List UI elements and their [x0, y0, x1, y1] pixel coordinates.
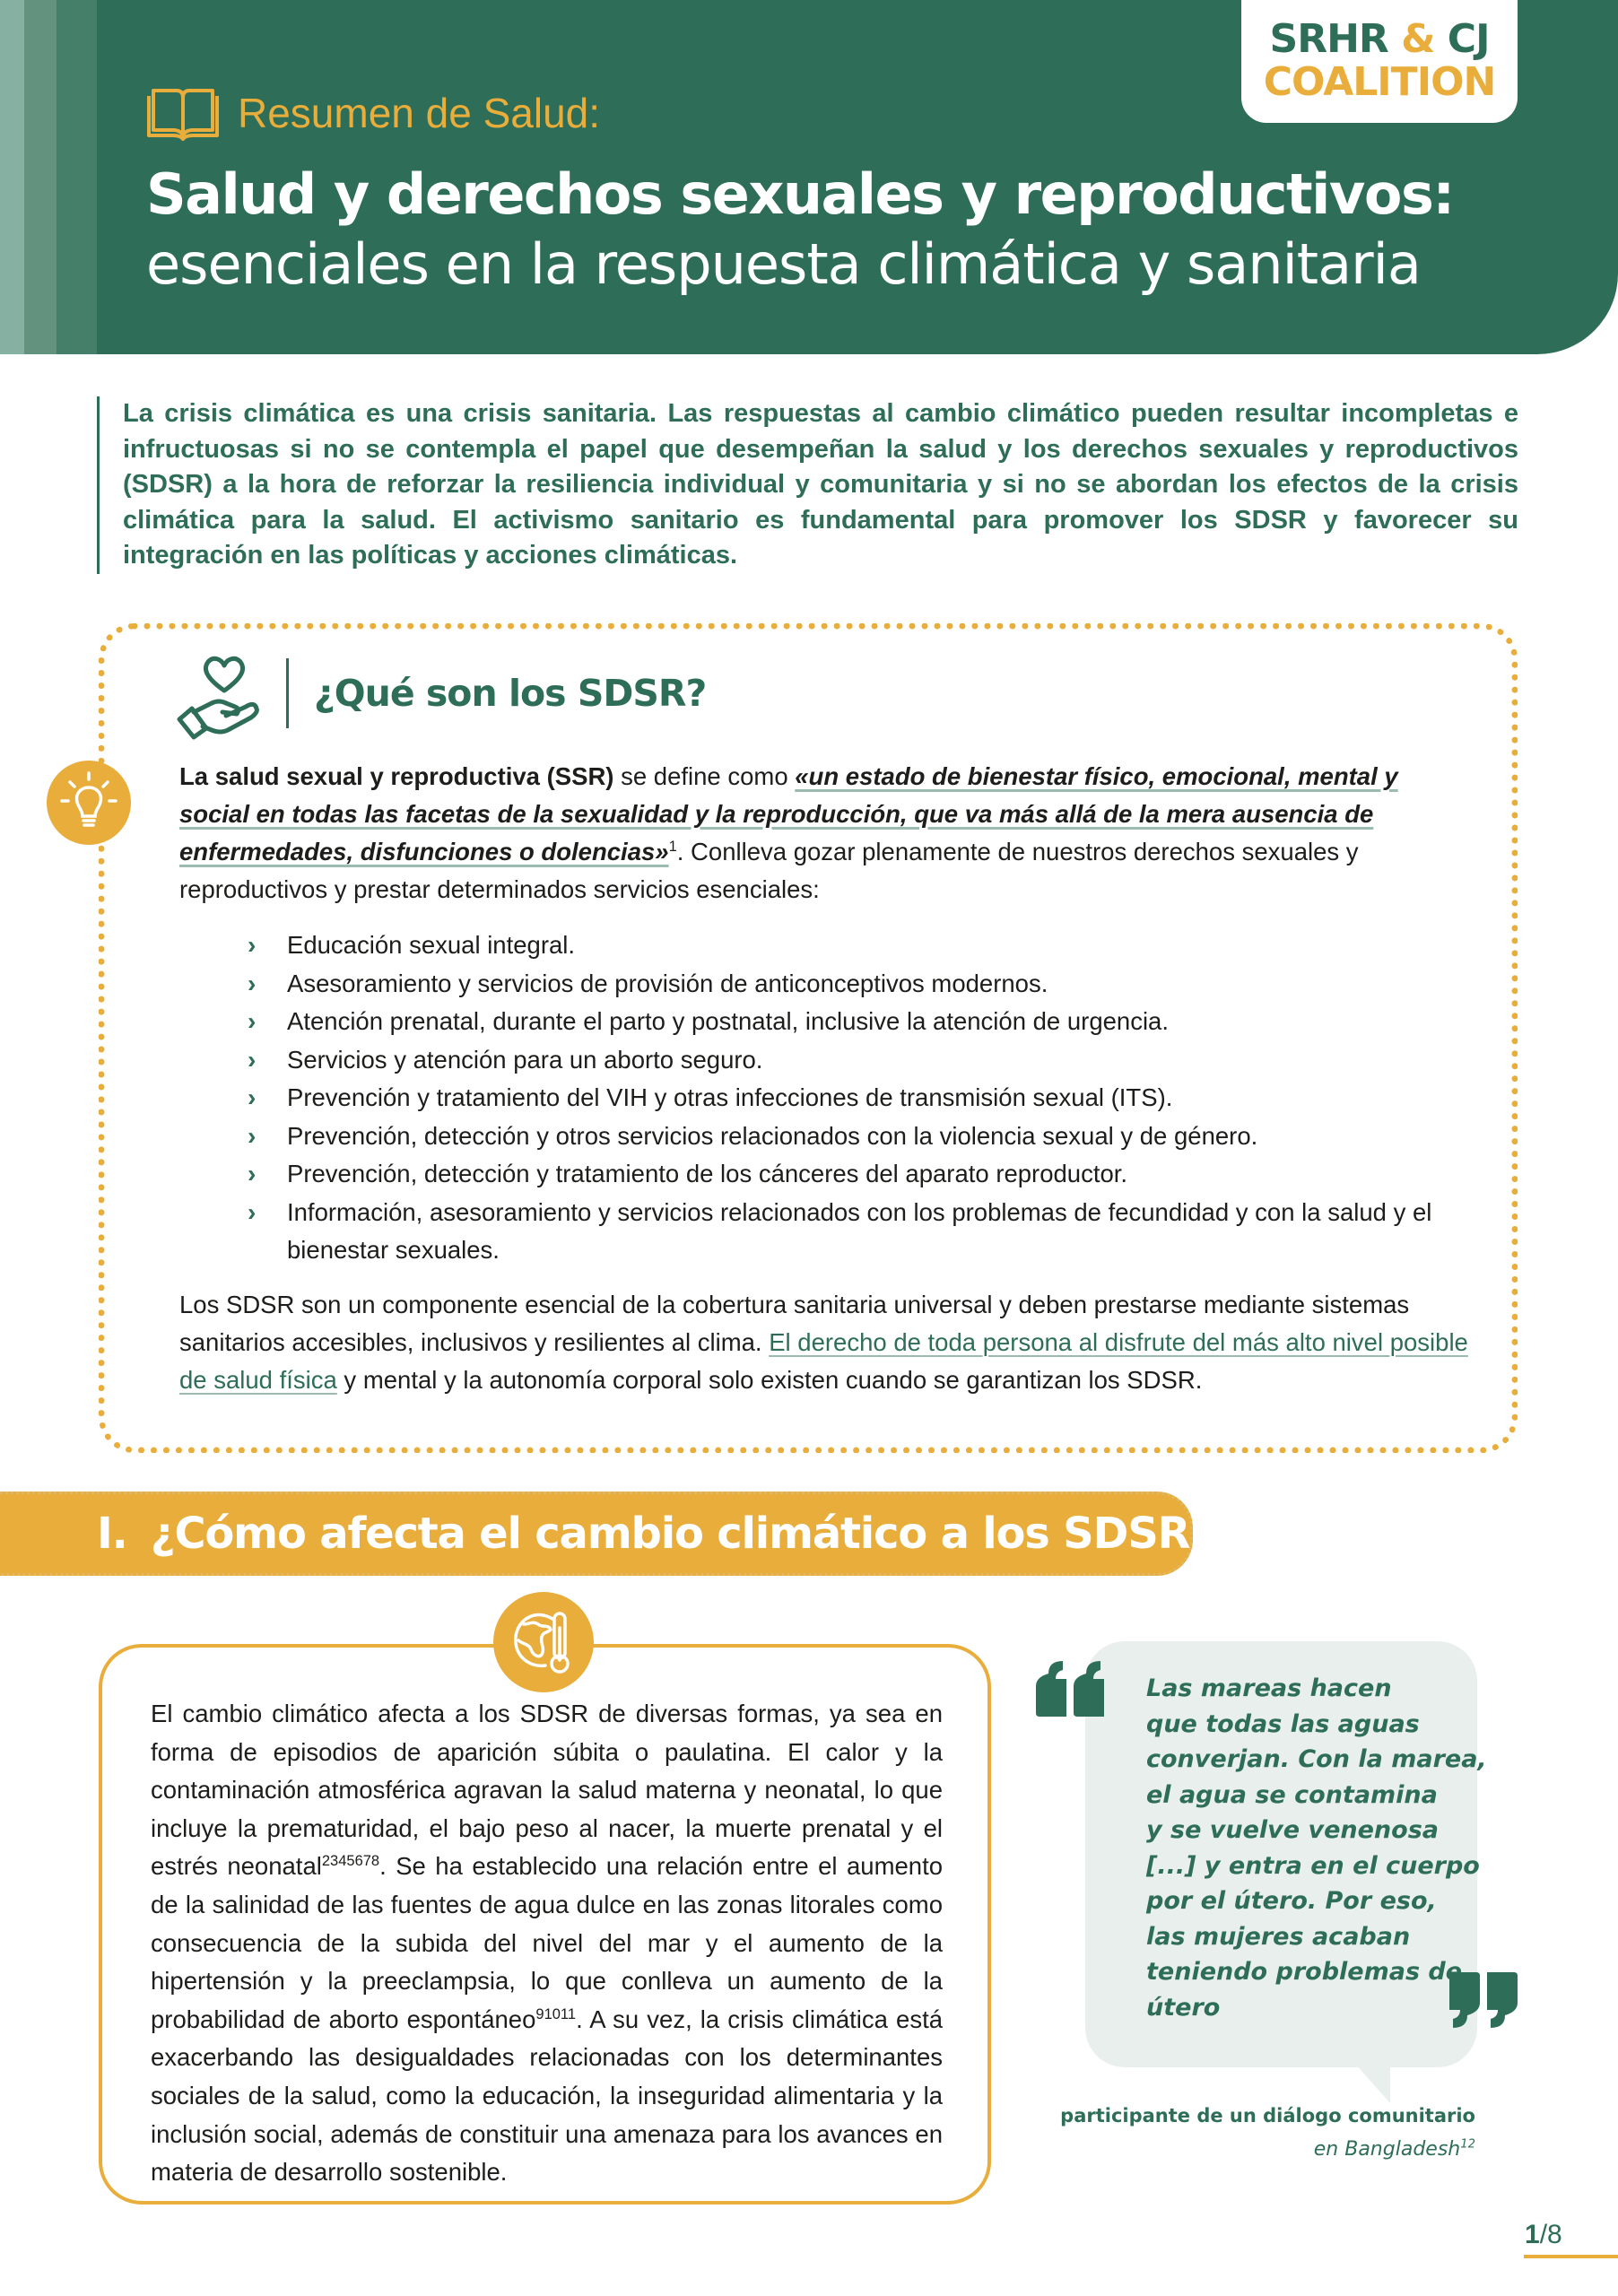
chevron-right-icon: ›	[248, 1160, 257, 1187]
service-list-item	[248, 1194, 1471, 1270]
page-subtitle: esenciales en la respuesta climática y sanitaria	[146, 231, 1421, 297]
definition-quote: «un estado de bienestar físico, emocional, mental y social en todas las facetas de la sexualidad y la reproducción, que va más allá de la mera ausencia de enfermedades, disfunciones o dolencias»	[179, 762, 1398, 865]
climate-impact-paragraph	[151, 1695, 943, 2192]
services-list	[248, 926, 1471, 1270]
service-list-item	[248, 926, 1471, 965]
quote-line: teniendo problemas de	[1146, 1958, 1463, 1986]
header-stripe	[0, 0, 24, 354]
chevron-right-icon: ›	[248, 1197, 257, 1226]
body-text: . Se ha establecido una relación entre el aumento de la salinidad de las fuentes de agua dulce en las zonas litorales como consecuencia de la subida del nivel del mar y el aumento de la hipertensión y la preeclampsia, lo que conlleva un aumento de la probabilidad de aborto espontáneo	[151, 1852, 943, 2033]
heading-divider	[286, 658, 289, 728]
globe-badge	[493, 1592, 594, 1692]
chevron-right-icon: ›	[248, 1083, 257, 1111]
community-quote	[1146, 1671, 1487, 2025]
heart-in-hand-icon	[172, 646, 266, 740]
footnote-ref[interactable]: 1	[668, 838, 677, 855]
definition-text: se define como	[613, 762, 796, 790]
sdsr-closing-paragraph	[179, 1286, 1471, 1399]
definition-text: . Conlleva gozar plenamente de nuestros derechos sexuales y reproductivos y prestar determinados servicios esenciales:	[179, 838, 1359, 903]
service-list-item	[248, 965, 1471, 1004]
header-stripe	[57, 0, 97, 354]
quote-line: y se vuelve venenosa	[1146, 1816, 1439, 1844]
service-text: Prevención y tratamiento del VIH y otras infecciones de transmisión sexual (ITS).	[287, 1083, 1173, 1111]
body-text: . A su vez, la crisis climática está exacerbando las desigualdades relacionadas con los determinantes sociales de la salud, como la educación, la inseguridad alimentaria y la inclusión social, además de constituir una amenaza para los avances en materia de desarrollo sostenible.	[151, 2005, 943, 2187]
service-text: Información, asesoramiento y servicios relacionados con los problemas de fecundidad y con la salud y el bienestar sexuales.	[287, 1197, 1432, 1264]
document-kicker	[146, 85, 600, 141]
footnote-ref[interactable]: 91011	[535, 2005, 577, 2022]
service-text: Servicios y atención para un aborto seguro.	[287, 1045, 763, 1074]
current-page: 1	[1525, 2220, 1540, 2249]
section-banner	[0, 1492, 1214, 1576]
page-number	[1525, 2220, 1562, 2250]
quote-line: el agua se contamina	[1146, 1780, 1438, 1809]
closing-text: Los SDSR son un componente esencial de la cobertura sanitaria universal y deben prestarse mediante sistemas sanitarios accesibles, inclusivos y resilientes al clima.	[179, 1290, 1410, 1356]
lightbulb-icon	[47, 761, 131, 845]
logo-text: SRHR	[1269, 16, 1402, 62]
service-list-item	[248, 1041, 1471, 1080]
logo-text: CJ	[1434, 16, 1490, 62]
coalition-logo	[1241, 0, 1518, 123]
open-quote-icon	[1036, 1661, 1108, 1719]
chevron-right-icon: ›	[248, 1007, 257, 1035]
service-list-item	[248, 1003, 1471, 1041]
right-to-health-link[interactable]: El derecho de toda persona al disfrute del más alto nivel posible de salud física	[179, 1327, 1468, 1394]
sdsr-definition	[179, 758, 1471, 909]
quote-location	[1314, 2138, 1475, 2161]
lightbulb-badge	[47, 761, 131, 845]
chevron-right-icon: ›	[248, 1045, 257, 1074]
globe-thermometer-icon	[493, 1592, 594, 1692]
service-text: Educación sexual integral.	[287, 931, 576, 959]
quote-line: por el útero. Por eso,	[1146, 1887, 1437, 1915]
quote-bubble-tail	[1354, 2063, 1390, 2103]
quote-line: converjan. Con la marea,	[1146, 1745, 1487, 1773]
footnote-ref[interactable]: 12	[1460, 2137, 1475, 2152]
quote-line: Las mareas hacen	[1146, 1674, 1392, 1702]
service-list-item	[248, 1155, 1471, 1194]
service-list-item	[248, 1118, 1471, 1156]
open-book-icon	[146, 85, 220, 141]
section-title-text: ¿Cómo afecta el cambio climático a los SDSR?	[150, 1509, 1214, 1559]
service-list-item	[248, 1079, 1471, 1118]
section-number: I.	[97, 1509, 127, 1559]
kicker-label: Resumen de Salud:	[238, 90, 601, 136]
closing-text: y mental y la autonomía corporal solo existen cuando se garantizan los SDSR.	[336, 1365, 1203, 1394]
service-text: Prevención, detección y tratamiento de los cánceres del aparato reproductor.	[287, 1160, 1128, 1187]
footnote-ref[interactable]: 2345678	[321, 1853, 380, 1870]
chevron-right-icon: ›	[248, 931, 257, 959]
quote-line: las mujeres acaban	[1146, 1922, 1411, 1951]
quote-line: que todas las aguas	[1146, 1709, 1420, 1738]
sdsr-heading	[172, 646, 706, 740]
page-header	[0, 0, 1618, 354]
header-stripe	[24, 0, 57, 354]
service-text: Asesoramiento y servicios de provisión de anticonceptivos modernos.	[287, 969, 1048, 997]
page-number-underline	[1524, 2255, 1618, 2258]
quote-line: [...] y entra en el cuerpo	[1146, 1851, 1480, 1880]
sdsr-content	[179, 758, 1471, 1399]
location-text: en Bangladesh	[1313, 2138, 1461, 2161]
service-text: Prevención, detección y otros servicios relacionados con la violencia sexual y de género.	[287, 1121, 1258, 1150]
quote-attribution: participante de un diálogo comunitario	[1060, 2105, 1475, 2126]
logo-text: COALITION	[1263, 59, 1496, 105]
total-pages: /8	[1539, 2220, 1562, 2249]
service-text: Atención prenatal, durante el parto y postnatal, inclusive la atención de urgencia.	[287, 1007, 1169, 1035]
logo-ampersand: &	[1401, 16, 1435, 62]
sdsr-title: ¿Qué son los SDSR?	[314, 671, 707, 715]
body-text: El cambio climático afecta a los SDSR de diversas formas, ya sea en forma de episodios de aparición súbita o paulatina. El calor y la contaminación atmosférica agravan la salud materna y neonatal, lo que incluye la prematuridad, el bajo peso al nacer, la muerte prenatal y el estrés neonatal	[151, 1700, 943, 1881]
page-title: Salud y derechos sexuales y reproductivos:	[146, 161, 1454, 227]
chevron-right-icon: ›	[248, 1121, 257, 1150]
definition-term: La salud sexual y reproductiva (SSR)	[179, 762, 614, 790]
chevron-right-icon: ›	[248, 969, 257, 997]
section-title	[97, 1509, 1214, 1559]
intro-paragraph: La crisis climática es una crisis sanitaria. Las respuestas al cambio climático pueden resultar incompletas e infructuosas si no se contempla el papel que desempeñan la salud y los derechos sexuales y reproductivos (SDSR) a la hora de reforzar la resiliencia individual y comunitaria y si no se abordan los efectos de la crisis climática para la salud. El activismo sanitario es fundamental para promover los SDSR y favorecer su integración en las políticas y acciones climáticas.	[97, 396, 1518, 574]
quote-line: útero	[1146, 1993, 1221, 2022]
